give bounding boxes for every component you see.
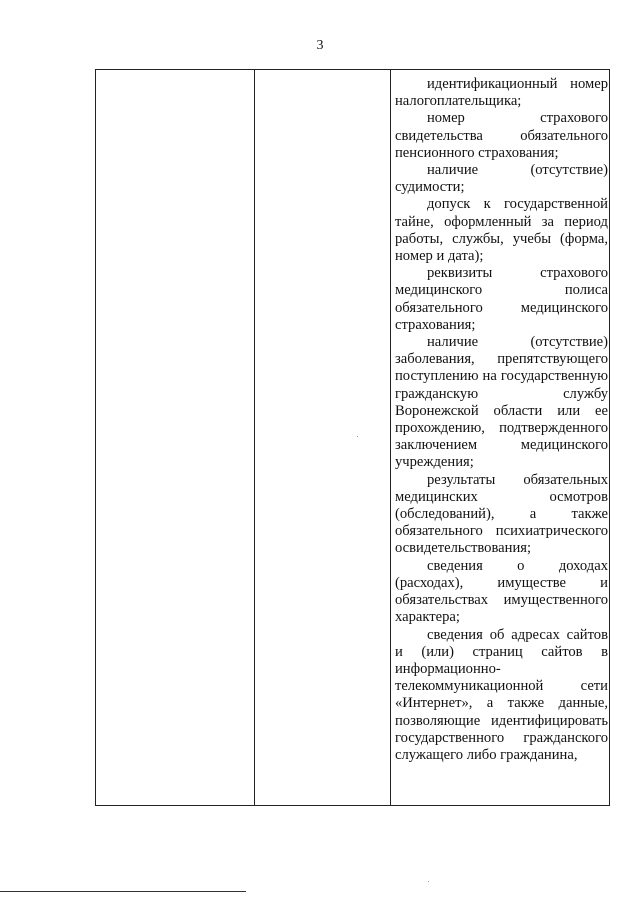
list-item: реквизиты страхового медицинского полиса обязательного медицинского страхования; <box>395 265 608 333</box>
list-item: наличие (отсутствие) заболевания, препятствующего поступлению на государственную гражданскую службу Воронежской области или ее прохождению, подтвержденного заключением медицинского учреждения; <box>395 334 608 471</box>
table-cell-column-2 <box>255 70 391 806</box>
list-item: идентификационный номер налогоплательщика; <box>395 76 608 110</box>
list-item: сведения об адресах сайтов и (или) страниц сайтов в информационно-телекоммуникационной сети «Интернет», а также данные, позволяющие идентифицировать государственного гражданского служащего либо гражданина, <box>395 626 608 763</box>
table-cell-column-3 <box>391 70 610 806</box>
page-number: 3 <box>316 38 324 53</box>
list-item: номер страхового свидетельства обязательного пенсионного страхования; <box>395 110 608 161</box>
scan-speck <box>428 881 429 882</box>
footer-rule <box>0 891 246 892</box>
table-row <box>96 70 610 806</box>
scan-speck <box>357 436 358 437</box>
list-item: наличие (отсутствие) судимости; <box>395 162 608 196</box>
list-item: результаты обязательных медицинских осмотров (обследований), а также обязательного психиатрического освидетельствования; <box>395 471 608 557</box>
list-item: сведения о доходах (расходах), имуществе и обязательствах имущественного характера; <box>395 557 608 626</box>
table-cell-column-1 <box>96 70 255 806</box>
document-table <box>95 69 610 806</box>
list-item: допуск к государственной тайне, оформленный за период работы, службы, учебы (форма, номер и дата); <box>395 196 608 265</box>
personal-data-list <box>391 70 609 764</box>
